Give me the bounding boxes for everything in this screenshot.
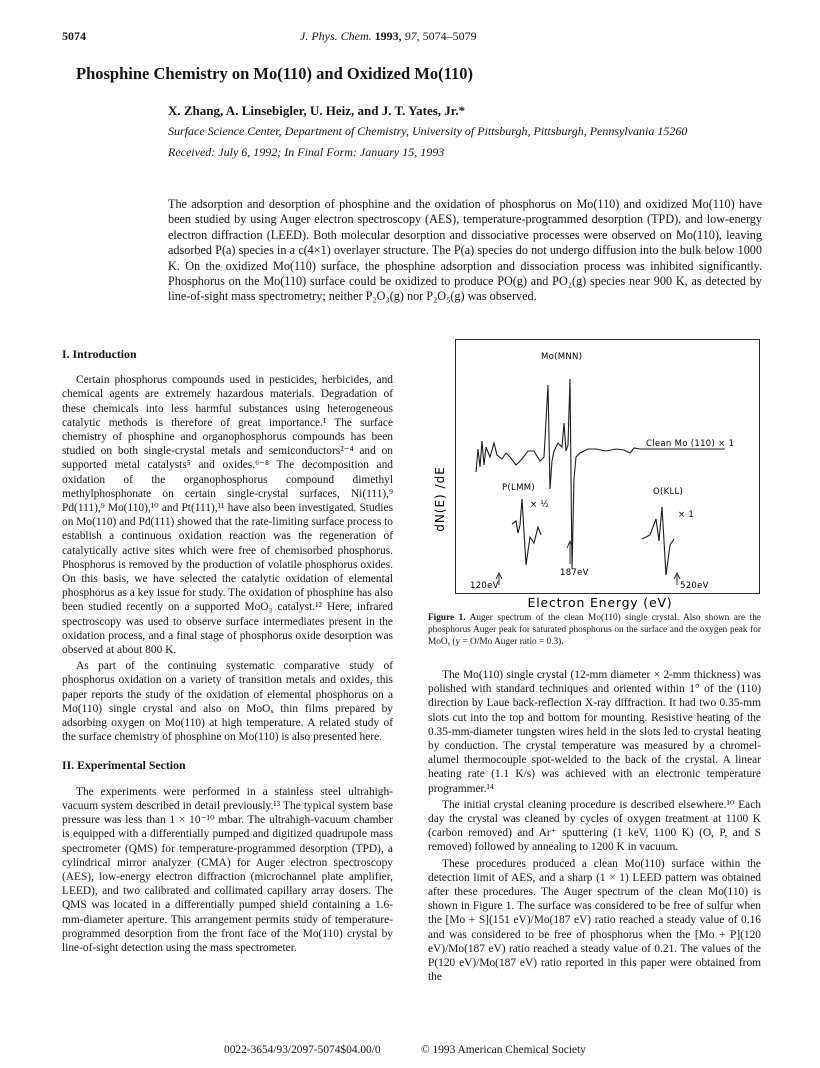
experimental-paragraph-1: The experiments were performed in a stainless steel ultrahigh-vacuum system described in detail previously.¹³ The typical system base pressure was less than 1 × 10⁻¹⁰ mbar. The ultrahigh-vacuum chamber is equipped with a differentially pumped and digitized quadrupole mass spectrometer (QMS) for temperature-programmed desorption (TPD), a cylindrical mirror analyzer (CMA) for Auger electron spectroscopy (AES), low-energy electron diffraction (microchannel plate amplifier, LEED), and two calibrated and collimated capillary array dosers. The QMS was located in a differentially pumped shield containing a 1.6-mm-diameter aperture. This arrangement permits study of temperature-programmed desorption from the front face of the Mo(110) crystal by line-of-sight detection using the mass spectrometer.	[62, 785, 393, 954]
right-paragraph-1: The Mo(110) single crystal (12-mm diameter × 2-mm thickness) was polished with standard techniques and oriented within 1° of the (110) direction by Laue back-reflection X-ray diffraction. It had two 0.35-mm slots cut into the top and bottom for mounting. Resistive heating of the 0.35-mm-diameter tungsten wires held in the slots led to crystal heating by conduction. The crystal temperature was measured by a chromel-alumel thermocouple spot-welded to the back of the crystal. A linear heating rate (1.1 K/s) was achieved with an electronic temperature programmer.¹⁴	[428, 669, 761, 795]
intro-paragraph-1: Certain phosphorus compounds used in pesticides, herbicides, and chemical agents are extremely hazardous materials. Degradation of these chemicals into less harmful substances using heterogeneous catalytic methods is therefore of great importance.¹ The surface chemistry of phosphine and organophosphorus compounds has been studied on both single-crystal metals and semiconductors²⁻⁴ and on supported metal catalysts⁵ and oxides.⁶⁻⁸ The decomposition and oxidation of the organophosphorus compound dimethyl methylphosphonate on certain single-crystal surfaces, Ni(111),⁹ Pd(111),⁹ Mo(110),¹⁰ and Pt(111),¹¹ have also been investigated. Studies on Mo(110) and Pd(111) showed that the rate-limiting surface process to establish a continuous oxidation reaction was the regeneration of catalytically active sites which were free of chemisorbed phosphorus. Phosphorus is removed by the production of volatile phosphorus oxides. On this basis, we have selected the catalytic oxidation of elemental phosphorus as a key issue for study. The oxidation of phosphine has also been studied recently on a supported MoO₃ catalyst.¹² Here, infrared spectroscopy was used to observe surface intermediates present in the oxidation process, and a final stage of phosphorus oxide desorption was observed at about 800 K.	[62, 374, 393, 657]
right-column	[428, 668, 761, 986]
intro-heading: I. Introduction	[62, 347, 137, 361]
right-paragraph-2: The initial crystal cleaning procedure is described elsewhere.¹⁰ Each day the crystal was cleaned by cycles of oxygen treatment at 1100 K (carbon removed) and Ar⁺ sputtering (1 keV, 1100 K) (O, P, and S removed) followed by annealing to 1200 K in vacuum.	[428, 798, 761, 854]
journal-name: J. Phys. Chem.	[300, 29, 372, 43]
left-column	[62, 347, 393, 957]
label-mo-mnn: Mo(MNN)	[541, 352, 583, 362]
article-title: Phosphine Chemistry on Mo(110) and Oxidized Mo(110)	[76, 64, 473, 83]
label-x1: × 1	[678, 510, 695, 520]
received-dates: Received: July 6, 1992; In Final Form: January 15, 1993	[168, 145, 445, 159]
abstract: The adsorption and desorption of phosphine and the oxidation of phosphorus on Mo(110) and oxidized Mo(110) have been studied by using Auger electron spectroscopy (AES), temperature-programmed desorption (TPD), and low-energy electron diffraction (LEED). Both molecular desorption and dissociative processes were observed on Mo(110), leaving adsorbed P(a) species in a c(4×1) overlayer structure. The P(a) species do not undergo diffusion into the bulk below 1000 K. On the oxidized Mo(110) surface, the phosphine adsorption and dissociation process was inhibited significantly. Phosphorus on the Mo(110) surface could be oxidized to produce PO(g) and PO₂(g) species near 900 K, as detected by line-of-sight mass spectrometry; neither P₂O₃(g) nor P₂O₅(g) was observed.	[168, 197, 762, 304]
running-header	[300, 29, 630, 44]
label-520ev: 520eV	[680, 581, 709, 591]
journal-pages: 5074–5079	[422, 29, 477, 43]
label-187ev: 187eV	[560, 568, 589, 578]
label-x-half: × ½	[530, 500, 549, 510]
label-120ev: 120eV	[470, 581, 499, 591]
journal-year: 1993,	[374, 29, 402, 43]
right-paragraph-3: These procedures produced a clean Mo(110) surface within the detection limit of AES, and a sharp (1 × 1) LEED pattern was obtained after these procedures. The Auger spectrum of the clean Mo(110) is shown in Figure 1. The surface was considered to be free of sulfur when the [Mo + S](151 eV)/Mo(187 eV) ratio reached a steady value of 0.16 and was considered to be free of phosphorus when the [Mo + P](120 eV)/Mo(187 eV) ratio reached a steady value of 0.21. The values of the P(120 eV)/Mo(187 eV) ratio reported in this paper were obtained from the	[428, 857, 761, 984]
page-number: 5074	[62, 29, 86, 43]
intro-paragraph-2: As part of the continuing systematic comparative study of phosphorus oxidation on a variety of transition metals and oxides, this paper reports the study of the oxidation of elemental phosphorus on a Mo(110) single crystal and also on MoOₓ thin films prepared by adsorbing oxygen on Mo(110) at high temperature. A related study of the surface chemistry of phosphine on Mo(110) is also presented here.	[62, 660, 393, 744]
journal-volume: 97,	[404, 29, 420, 43]
label-clean-mo: Clean Mo (110) × 1	[646, 439, 735, 449]
label-p-lmm: P(LMM)	[502, 483, 535, 493]
experimental-heading: II. Experimental Section	[62, 758, 186, 773]
copyright: © 1993 American Chemical Society	[421, 1044, 586, 1056]
article-code: 0022-3654/93/2097-5074$04.00/0	[224, 1044, 381, 1056]
affiliation: Surface Science Center, Department of Chemistry, University of Pittsburgh, Pittsburgh, Pennsylvania 15260	[168, 124, 688, 138]
figure-1-caption	[428, 612, 761, 648]
caption-text: Auger spectrum of the clean Mo(110) single crystal. Also shown are the phosphorus Auger peak for saturated phosphorus on the surface and the oxygen peak for MoOᵧ (y = O/Mo Auger ratio = 0.3).	[428, 613, 761, 647]
clean-mo-spectrum	[476, 379, 725, 569]
x-axis-label: Electron Energy (eV)	[527, 595, 673, 610]
caption-label: Figure 1.	[428, 613, 466, 623]
label-o-kll: O(KLL)	[653, 487, 684, 497]
figure-1-chart	[420, 339, 765, 611]
oxygen-spectrum	[642, 507, 674, 575]
authors: X. Zhang, A. Linsebigler, U. Heiz, and J. T. Yates, Jr.*	[168, 103, 466, 118]
y-axis-label: dN(E) /dE	[433, 466, 447, 532]
